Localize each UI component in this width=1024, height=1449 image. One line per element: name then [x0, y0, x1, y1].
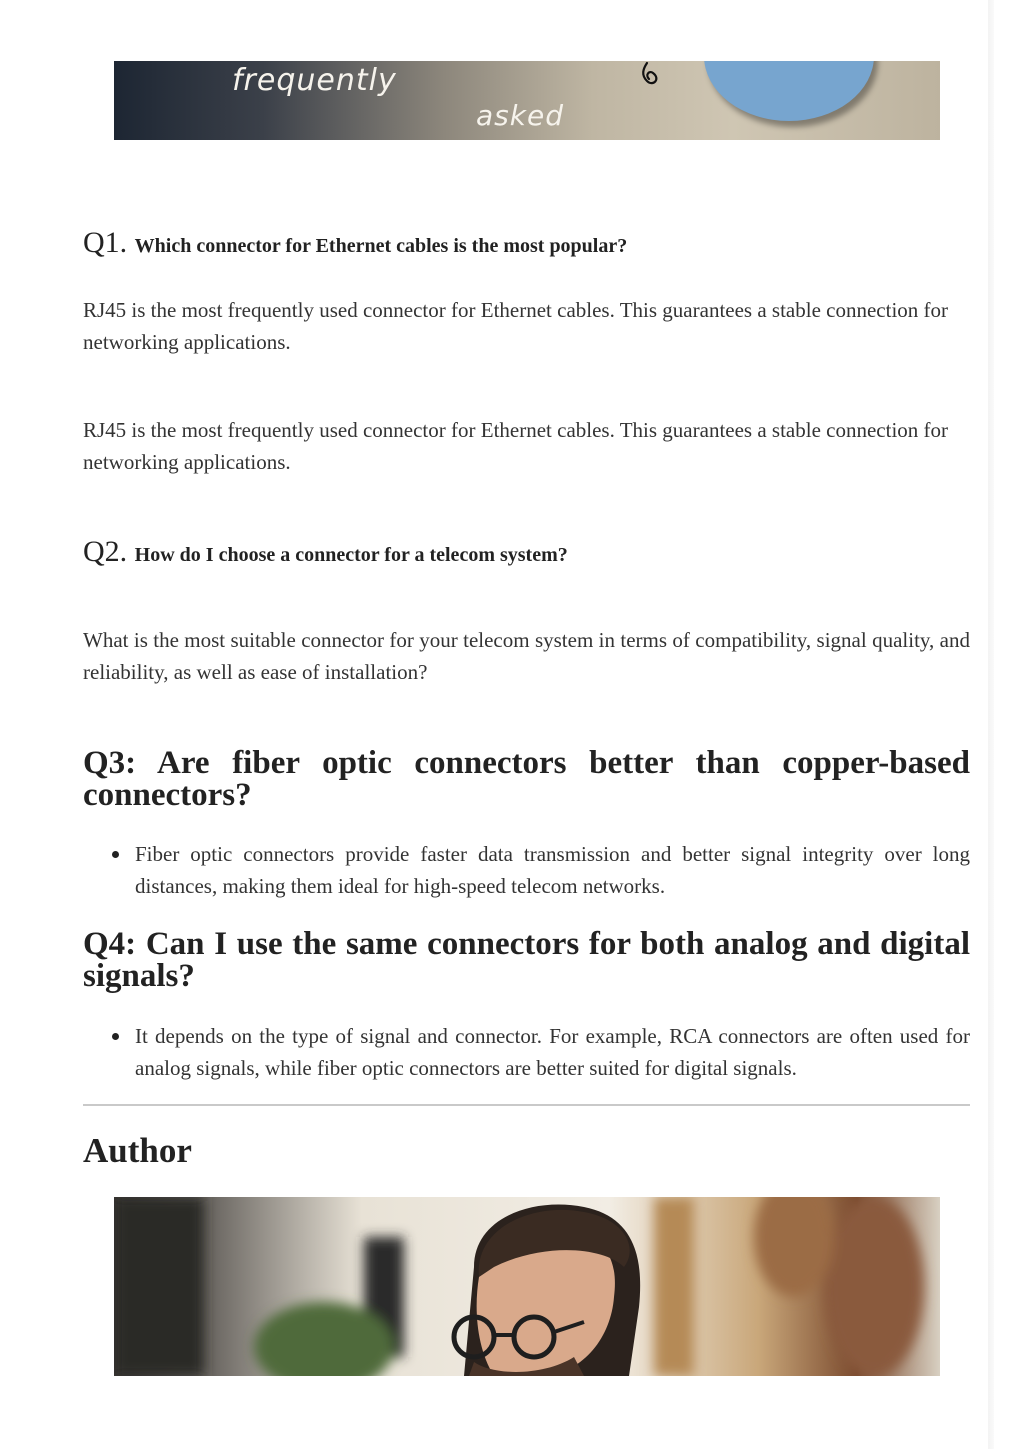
faq-q4-answer-text: It depends on the type of signal and connector. For example, RCA connectors are often used for analog signals, while fiber optic connectors are better suited for digital signals. — [135, 1024, 970, 1080]
faq-q2-answer: What is the most suitable connector for your telecom system in terms of compatibility, signal quality, and reliability, as well as ease of installation? — [83, 628, 970, 684]
author-portrait-icon — [114, 1197, 940, 1376]
page-edge-shadow — [988, 0, 994, 1449]
bullet-icon — [112, 1033, 119, 1040]
faq-q3-answer-list — [83, 838, 970, 902]
faq-q1-answer-repeat: RJ45 is the most frequently used connector for Ethernet cables. This guarantees a stable connection for networking applications. — [83, 418, 949, 474]
speech-bubble-shape — [704, 61, 874, 121]
ampersand-squiggle-icon — [639, 61, 679, 91]
faq-q3-answer-text: Fiber optic connectors provide faster data transmission and better signal integrity over long distances, making them ideal for high-speed telecom networks. — [135, 842, 970, 898]
faq-q3-heading: Q3: Are fiber optic connectors better than copper-based connectors? — [83, 745, 970, 813]
banner-word-frequently: frequently — [232, 63, 397, 98]
faq-q4-heading: Q4: Can I use the same connectors for both analog and digital signals? — [83, 926, 970, 994]
faq-q1-question: Which connector for Ethernet cables is the most popular? — [134, 235, 628, 257]
banner-word-asked: asked — [476, 99, 564, 132]
faq-q1-number: Q1. — [83, 226, 128, 259]
list-item — [83, 1020, 970, 1084]
author-photo — [114, 1197, 940, 1376]
section-divider — [83, 1104, 970, 1106]
author-heading: Author — [83, 1131, 192, 1170]
faq-q4-answer-list — [83, 1020, 970, 1084]
faq-banner-image — [114, 61, 940, 140]
faq-q1-answer: RJ45 is the most frequently used connector for Ethernet cables. This guarantees a stable connection for networking applications. — [83, 298, 949, 354]
faq-q1-heading — [83, 226, 627, 260]
faq-q2-number: Q2. — [83, 535, 128, 568]
list-item — [83, 838, 970, 902]
faq-q2-question: How do I choose a connector for a telecom system? — [134, 544, 568, 566]
faq-q2-heading — [83, 535, 568, 569]
bullet-icon — [112, 851, 119, 858]
